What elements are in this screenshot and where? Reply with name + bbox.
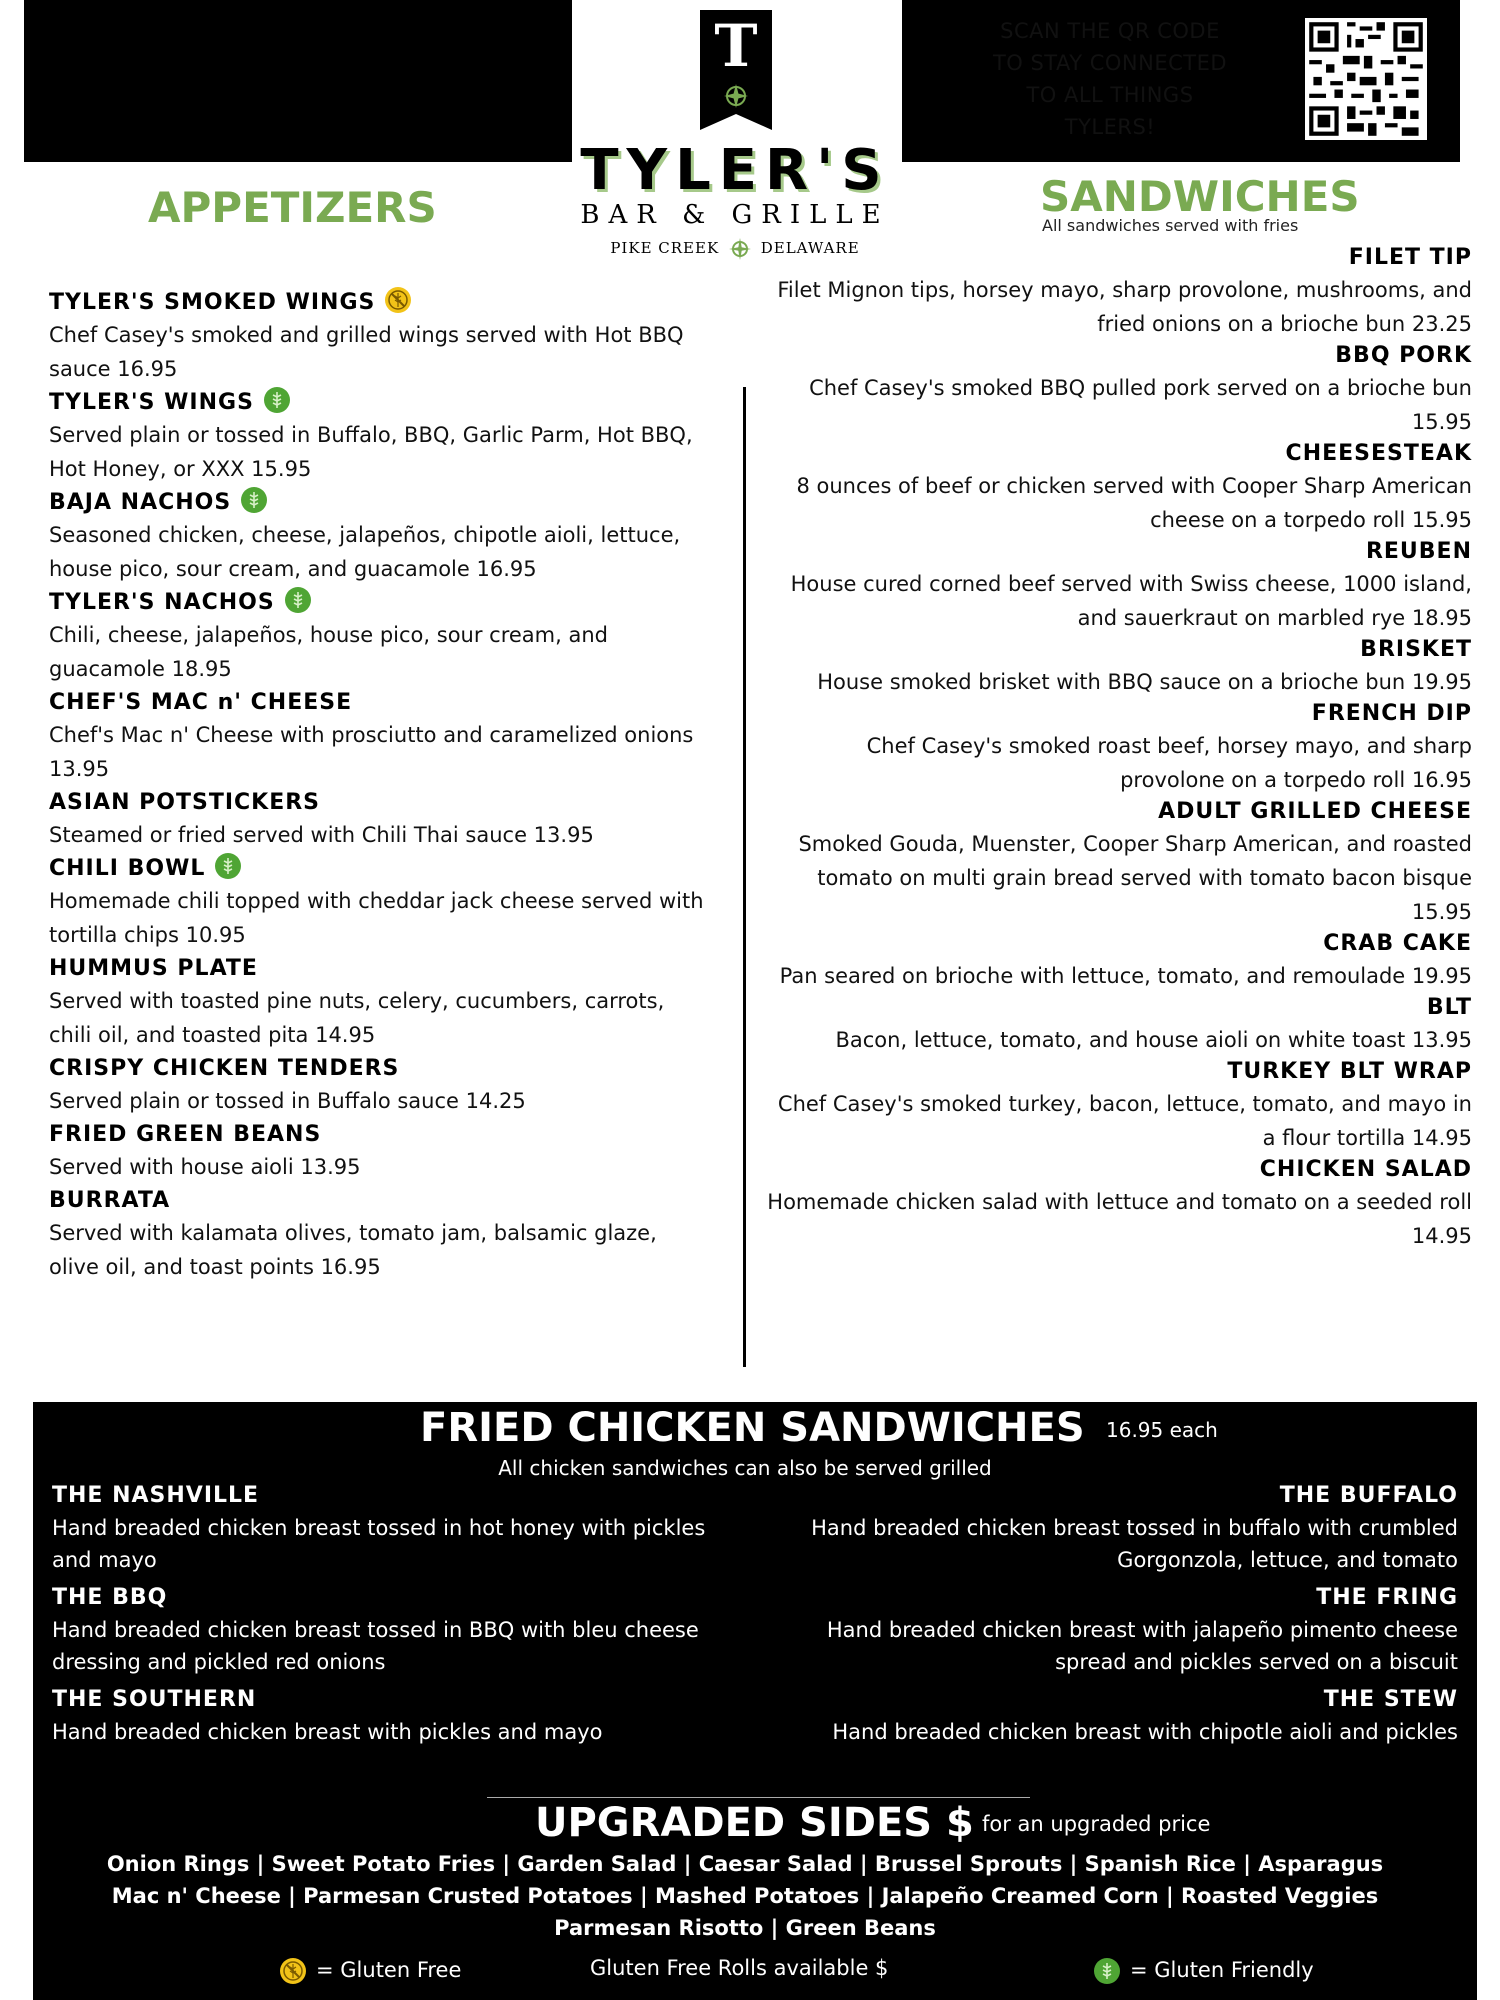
legend-gluten-free: [278, 1956, 461, 1986]
menu-item-description: Served with house aioli 13.95: [49, 1155, 361, 1179]
legend-gluten-friendly: [1092, 1956, 1314, 1986]
upgraded-sides-note: for an upgraded price: [982, 1812, 1211, 1836]
qr-callout: [965, 15, 1255, 143]
menu-item-description: Hand breaded chicken breast tossed in buffalo with crumbled Gorgonzola, lettuce, and tomato: [811, 1516, 1458, 1572]
menu-item: [49, 954, 709, 1052]
menu-item-name-text: FILET TIP: [1348, 245, 1472, 270]
menu-item: [760, 1155, 1472, 1253]
logo-letter: T: [714, 12, 758, 80]
qr-text-line: TO STAY CONNECTED: [992, 51, 1228, 75]
gluten-free-icon: [383, 285, 413, 315]
menu-item-name-text: BBQ PORK: [1335, 343, 1472, 368]
menu-item-name-text: TYLER'S WINGS: [49, 390, 254, 415]
menu-item: [49, 854, 709, 952]
menu-item-description: Hand breaded chicken breast with chipotle aioli and pickles: [832, 1720, 1458, 1744]
menu-item-name-text: ASIAN POTSTICKERS: [49, 790, 321, 815]
menu-item-name-text: CRISPY CHICKEN TENDERS: [49, 1056, 400, 1081]
gluten-free-icon: [278, 1956, 308, 1986]
menu-item-description: Bacon, lettuce, tomato, and house aioli on white toast 13.95: [835, 1028, 1472, 1052]
menu-item-name: [49, 388, 709, 418]
menu-item-name-text: THE BBQ: [52, 1585, 168, 1610]
menu-item: [780, 1582, 1458, 1678]
menu-item: [780, 1480, 1458, 1576]
menu-item-name-text: THE BUFFALO: [1279, 1483, 1458, 1508]
menu-item: [760, 439, 1472, 537]
menu-item: [760, 797, 1472, 929]
appetizers-title: APPETIZERS: [148, 183, 437, 232]
menu-item-name: [49, 488, 709, 518]
fried-chicken-price: 16.95 each: [1106, 1418, 1218, 1442]
menu-item: [49, 688, 709, 786]
menu-item: [49, 488, 709, 586]
menu-item-description: Hand breaded chicken breast tossed in BBQ with bleu cheese dressing and pickled red onions: [52, 1618, 699, 1674]
menu-item-name: [760, 929, 1472, 959]
fried-chicken-right-column: [780, 1480, 1458, 1754]
menu-item-name: [760, 1155, 1472, 1185]
menu-item: [49, 388, 709, 486]
menu-item-description: Pan seared on brioche with lettuce, tomato, and remoulade 19.95: [779, 964, 1472, 988]
menu-item: [760, 243, 1472, 341]
column-divider: [743, 387, 746, 1367]
gluten-friendly-icon: [1092, 1956, 1122, 1986]
menu-item: [760, 993, 1472, 1057]
menu-item-name-text: BURRATA: [49, 1188, 171, 1213]
menu-item: [760, 635, 1472, 699]
menu-item-name: [760, 1057, 1472, 1087]
qr-text-line: SCAN THE QR CODE: [1000, 19, 1220, 43]
upgraded-sides-title: UPGRADED SIDES $: [535, 1800, 974, 1846]
gluten-friendly-icon: [283, 585, 313, 615]
compass-icon: [729, 238, 751, 260]
sides-divider: [487, 1797, 1030, 1798]
menu-item-name-text: THE FRING: [1316, 1585, 1458, 1610]
menu-item-name: [760, 993, 1472, 1023]
legend-gluten-friendly-label: = Gluten Friendly: [1130, 1958, 1314, 1982]
menu-item-name: [52, 1582, 732, 1614]
menu-item: [780, 1684, 1458, 1748]
menu-item-name: [49, 288, 709, 318]
logo-banner: [700, 10, 772, 130]
menu-item-name-text: THE SOUTHERN: [52, 1687, 257, 1712]
menu-item-name: [760, 439, 1472, 469]
menu-item-description: Served with toasted pine nuts, celery, cucumbers, carrots, chili oil, and toasted pita 14.95: [49, 989, 665, 1047]
sides-line: Parmesan Risotto | Green Beans: [554, 1916, 936, 1940]
menu-item-name-text: CHICKEN SALAD: [1259, 1157, 1472, 1182]
menu-item-name-text: THE STEW: [1323, 1687, 1458, 1712]
location-left: PIKE CREEK: [610, 239, 720, 257]
menu-item-name-text: CHEF'S MAC n' CHEESE: [49, 690, 353, 715]
menu-item-description: Served with kalamata olives, tomato jam, balsamic glaze, olive oil, and toast points 16.95: [49, 1221, 657, 1279]
menu-item: [49, 588, 709, 686]
menu-item-name-text: CHEESESTEAK: [1285, 441, 1472, 466]
menu-item-name: [760, 243, 1472, 273]
qr-code-icon: [1305, 18, 1427, 140]
menu-item-description: Chef Casey's smoked and grilled wings served with Hot BBQ sauce 16.95: [49, 323, 684, 381]
menu-item-description: House smoked brisket with BBQ sauce on a brioche bun 19.95: [817, 670, 1472, 694]
menu-item-name-text: CRAB CAKE: [1323, 931, 1472, 956]
menu-item-description: Chef Casey's smoked BBQ pulled pork served on a brioche bun 15.95: [809, 376, 1472, 434]
menu-item-name: [760, 341, 1472, 371]
gluten-friendly-icon: [213, 851, 243, 881]
fried-chicken-subtitle: All chicken sandwiches can also be served grilled: [498, 1456, 992, 1480]
menu-item-name: [49, 788, 709, 818]
menu-item-name-text: ADULT GRILLED CHEESE: [1158, 799, 1472, 824]
fried-chicken-left-column: [52, 1480, 732, 1754]
menu-item: [49, 1120, 709, 1184]
menu-item-name-text: BAJA NACHOS: [49, 490, 232, 515]
sandwiches-list: [760, 243, 1472, 1253]
menu-item-name: [49, 954, 709, 984]
gluten-friendly-icon: [262, 385, 292, 415]
menu-item: [760, 1057, 1472, 1155]
menu-item-name: [760, 635, 1472, 665]
menu-item-name: [760, 537, 1472, 567]
menu-item: [49, 1054, 709, 1118]
menu-item-description: Chef Casey's smoked roast beef, horsey mayo, and sharp provolone on a torpedo roll 16.95: [866, 734, 1472, 792]
menu-item-name-text: TYLER'S SMOKED WINGS: [49, 290, 376, 315]
qr-text-line: TO ALL THINGS: [1026, 83, 1194, 107]
qr-text-line: TYLERS!: [1064, 115, 1156, 139]
menu-item-name-text: BRISKET: [1360, 637, 1472, 662]
menu-item-name-text: FRENCH DIP: [1311, 701, 1472, 726]
menu-item-description: 8 ounces of beef or chicken served with Cooper Sharp American cheese on a torpedo roll 15.95: [796, 474, 1472, 532]
legend-gf-rolls: Gluten Free Rolls available $: [590, 1956, 889, 1980]
legend-gluten-free-label: = Gluten Free: [316, 1958, 462, 1982]
menu-item-description: Chili, cheese, jalapeños, house pico, sour cream, and guacamole 18.95: [49, 623, 608, 681]
menu-item-description: Homemade chili topped with cheddar jack cheese served with tortilla chips 10.95: [49, 889, 704, 947]
sides-line: Onion Rings | Sweet Potato Fries | Garden Salad | Caesar Salad | Brussel Sprouts | Spanish Rice | Asparagus: [106, 1852, 1384, 1876]
menu-item-name: [49, 1054, 709, 1084]
sides-line: Mac n' Cheese | Parmesan Crusted Potatoes | Mashed Potatoes | Jalapeño Creamed Corn | Roasted Veggies: [111, 1884, 1379, 1908]
header-black-band-left: [24, 0, 572, 162]
appetizers-list: [49, 288, 709, 1286]
menu-item-name-text: THE NASHVILLE: [52, 1483, 260, 1508]
menu-item-name-text: TYLER'S NACHOS: [49, 590, 275, 615]
menu-item-description: Served plain or tossed in Buffalo sauce 14.25: [49, 1089, 526, 1113]
menu-item: [760, 537, 1472, 635]
logo-title: TYLER'S: [580, 138, 890, 203]
upgraded-sides-list: [33, 1848, 1457, 1944]
menu-item-name: [780, 1480, 1458, 1512]
menu-item-description: Smoked Gouda, Muenster, Cooper Sharp American, and roasted tomato on multi grain bread served with tomato bacon bisque 15.95: [798, 832, 1472, 924]
fried-chicken-title: FRIED CHICKEN SANDWICHES: [420, 1405, 1085, 1451]
menu-item-description: Steamed or fried served with Chili Thai sauce 13.95: [49, 823, 594, 847]
menu-item-description: Homemade chicken salad with lettuce and tomato on a seeded roll 14.95: [767, 1190, 1472, 1248]
menu-item-name-text: FRIED GREEN BEANS: [49, 1122, 322, 1147]
menu-item-name-text: TURKEY BLT WRAP: [1227, 1059, 1472, 1084]
menu-item-name: [52, 1684, 732, 1716]
menu-item-name-text: REUBEN: [1365, 539, 1472, 564]
menu-item: [760, 929, 1472, 993]
menu-item-description: Seasoned chicken, cheese, jalapeños, chipotle aioli, lettuce, house pico, sour cream, and guacamole 16.95: [49, 523, 681, 581]
menu-item: [49, 288, 709, 386]
menu-item-name: [49, 688, 709, 718]
menu-item-description: Chef Casey's smoked turkey, bacon, lettuce, tomato, and mayo in a flour tortilla 14.95: [777, 1092, 1472, 1150]
menu-item-name: [49, 1186, 709, 1216]
menu-item-name-text: BLT: [1426, 995, 1472, 1020]
menu-item-name: [49, 588, 709, 618]
menu-item-name: [52, 1480, 732, 1512]
location-right: DELAWARE: [760, 239, 860, 257]
menu-item: [49, 1186, 709, 1284]
menu-item: [49, 788, 709, 852]
gluten-friendly-icon: [239, 485, 269, 515]
sandwiches-title: SANDWICHES: [1040, 172, 1360, 221]
logo-banner-icon: [700, 10, 772, 130]
menu-item-name: [780, 1684, 1458, 1716]
menu-item: [760, 341, 1472, 439]
menu-item-description: Filet Mignon tips, horsey mayo, sharp provolone, mushrooms, and fried onions on a brioche bun 23.25: [777, 278, 1472, 336]
menu-item-name-text: HUMMUS PLATE: [49, 956, 258, 981]
menu-item-description: Hand breaded chicken breast with jalapeño pimento cheese spread and pickles served on a biscuit: [826, 1618, 1458, 1674]
sandwiches-subtitle: All sandwiches served with fries: [1042, 216, 1299, 235]
menu-item: [52, 1582, 732, 1678]
menu-item-name: [49, 1120, 709, 1150]
qr-code[interactable]: [1305, 18, 1427, 140]
menu-item: [760, 699, 1472, 797]
menu-item-name: [49, 854, 709, 884]
menu-item-description: Chef's Mac n' Cheese with prosciutto and caramelized onions 13.95: [49, 723, 694, 781]
menu-item: [52, 1684, 732, 1748]
menu-item: [52, 1480, 732, 1576]
menu-item-name: [760, 797, 1472, 827]
logo-subtitle: BAR & GRILLE: [580, 200, 890, 230]
menu-item-description: Hand breaded chicken breast tossed in hot honey with pickles and mayo: [52, 1516, 706, 1572]
menu-item-name: [780, 1582, 1458, 1614]
menu-item-name: [760, 699, 1472, 729]
menu-item-description: Served plain or tossed in Buffalo, BBQ, Garlic Parm, Hot BBQ, Hot Honey, or XXX 15.95: [49, 423, 693, 481]
menu-item-name-text: CHILI BOWL: [49, 856, 206, 881]
menu-item-description: House cured corned beef served with Swiss cheese, 1000 island, and sauerkraut on marbled rye 18.95: [790, 572, 1472, 630]
menu-item-description: Hand breaded chicken breast with pickles and mayo: [52, 1720, 603, 1744]
